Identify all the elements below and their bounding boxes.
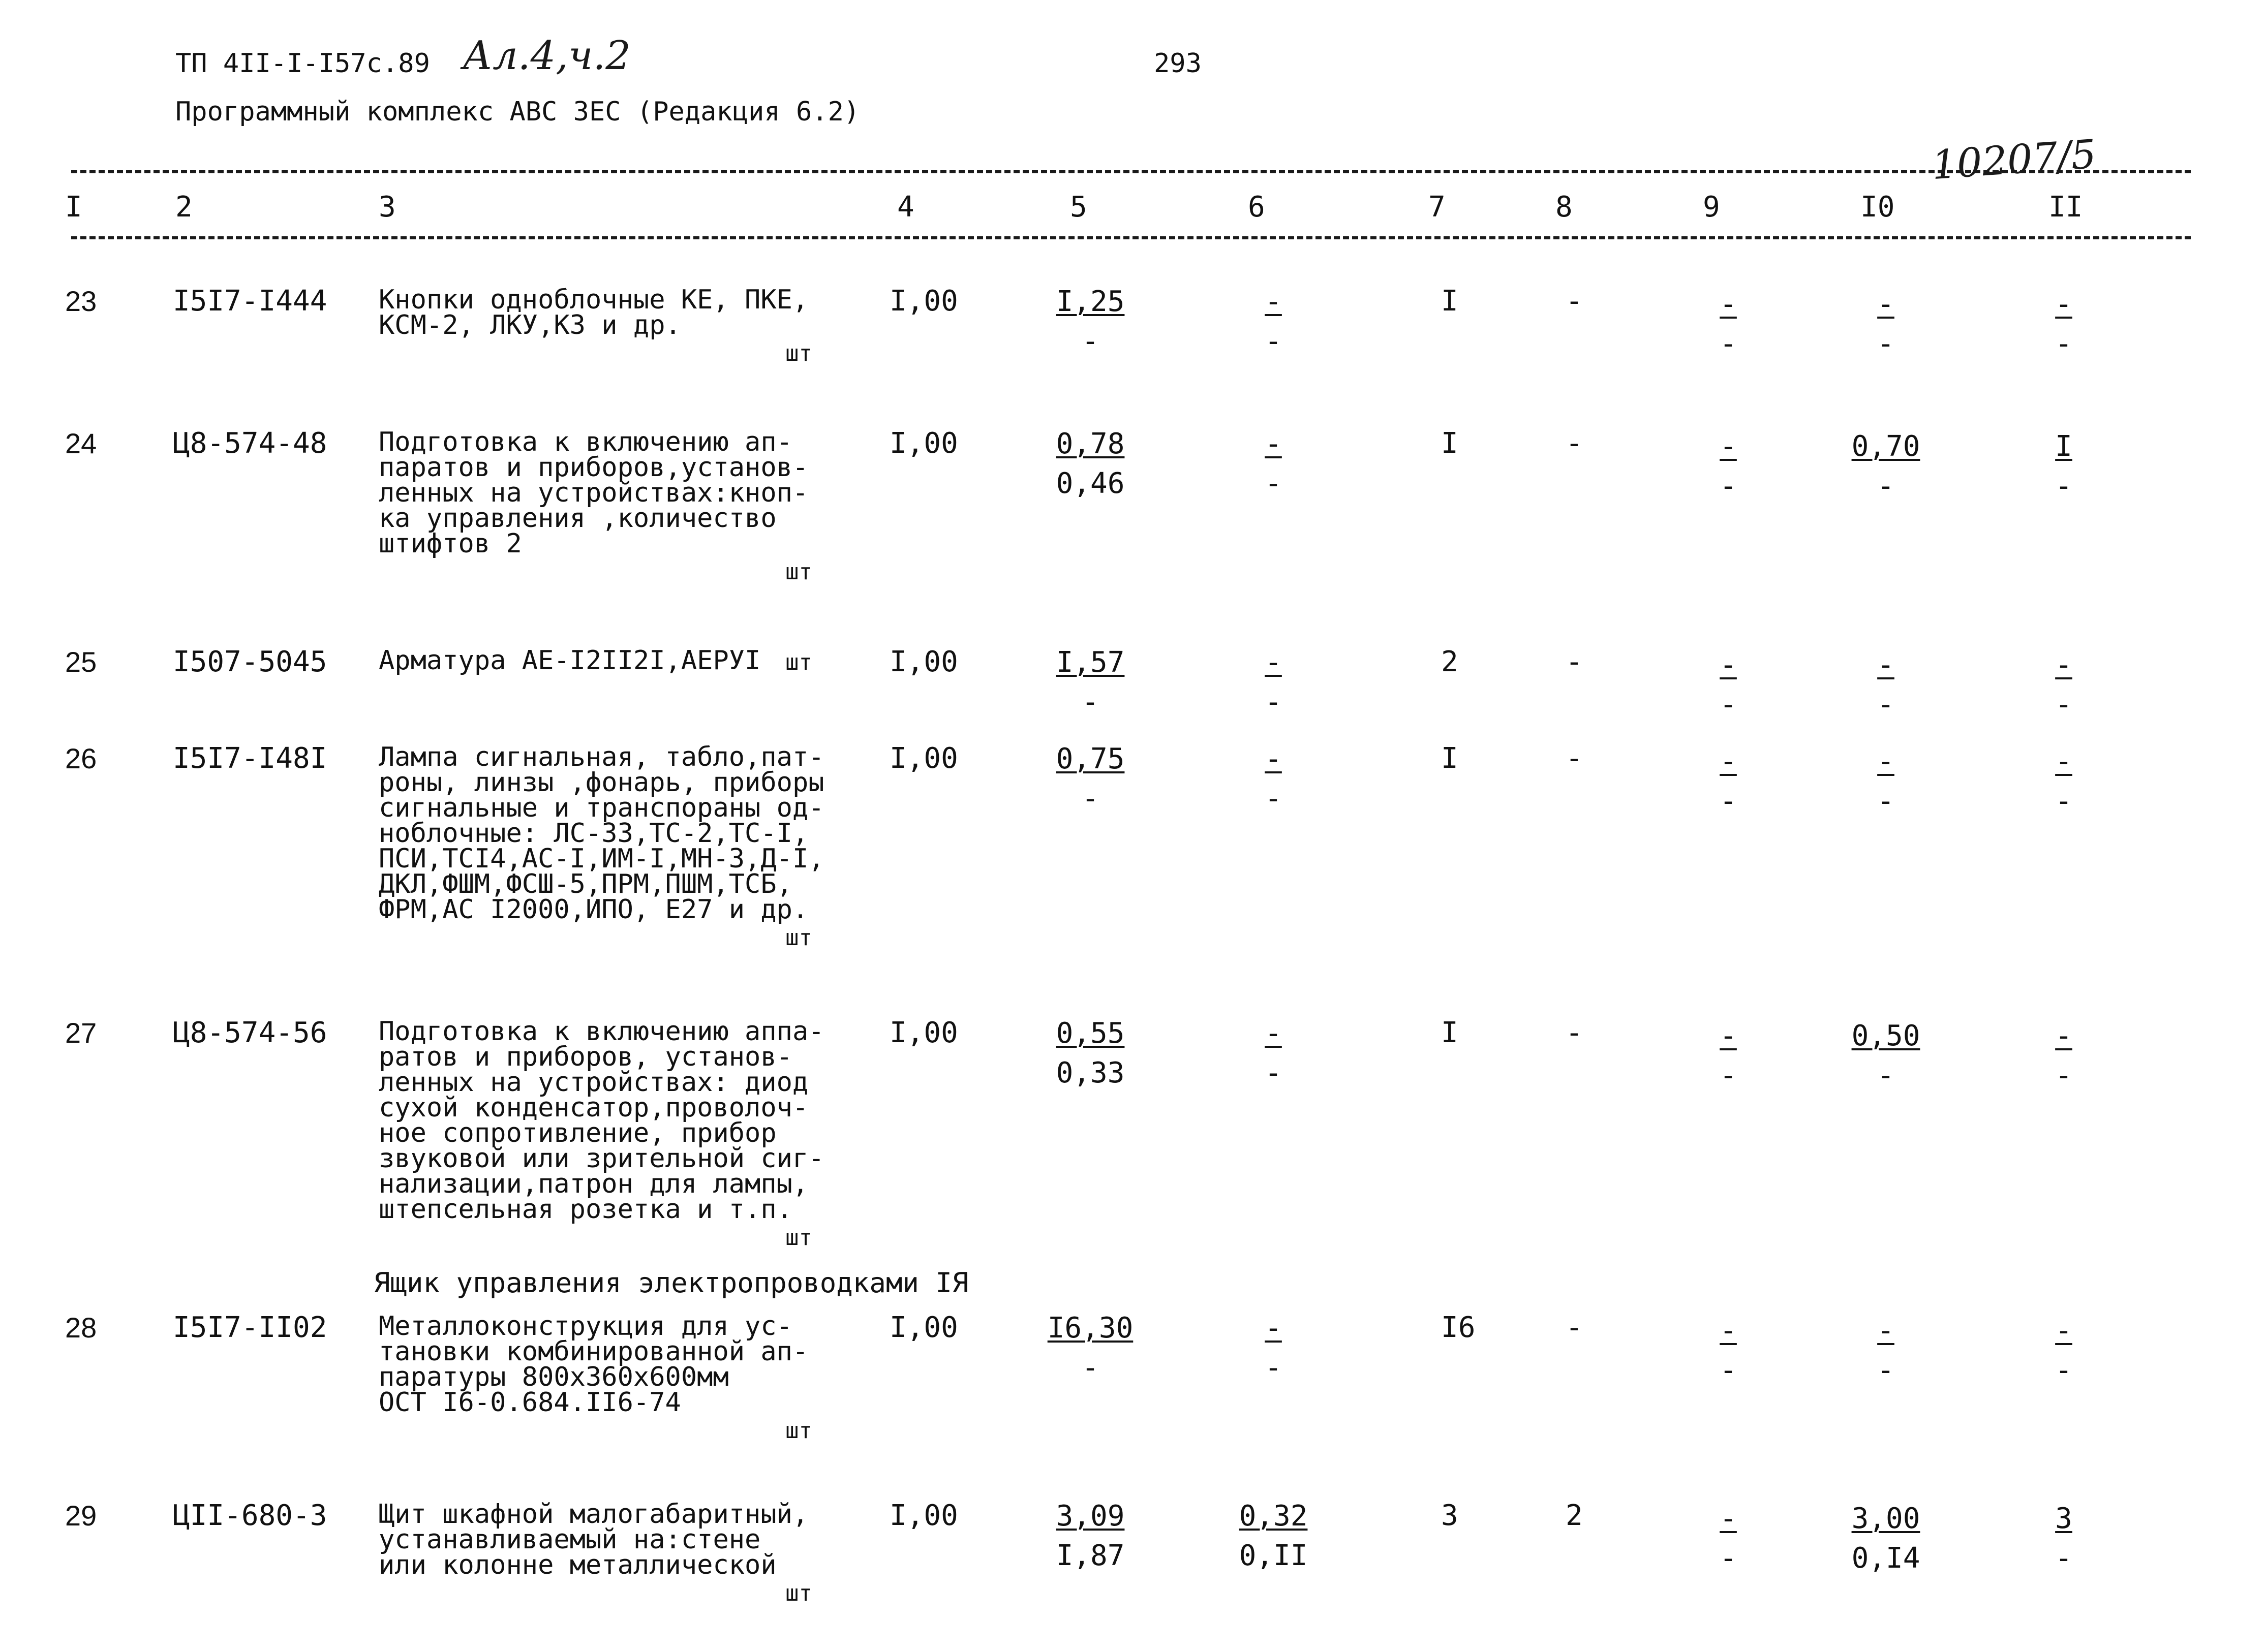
col9-value-top-value: - <box>1720 745 1737 778</box>
col10-value-top <box>1835 742 1937 782</box>
col5-value-top-value: 0,75 <box>1056 742 1125 775</box>
unit: шт <box>785 559 812 585</box>
description-line: Лампа сигнальная, табло,пат- <box>379 742 824 772</box>
col5-value-top-value: I,25 <box>1056 285 1125 318</box>
col5-value-top <box>1039 1014 1141 1053</box>
rate-code: I507-5045 <box>173 645 327 678</box>
col5-value-bottom: - <box>1082 325 1099 358</box>
column-header: 2 <box>175 191 193 224</box>
col6-value <box>1222 1014 1324 1093</box>
col6-value-top <box>1222 1497 1324 1536</box>
col5-value-top <box>1039 424 1141 464</box>
description-line: или колонне металлической <box>379 1550 777 1580</box>
col9-value-top <box>1677 285 1779 324</box>
col8-value: - <box>1566 1016 1583 1049</box>
col5-value <box>1039 1014 1141 1093</box>
col9-value-top <box>1677 1016 1779 1056</box>
col10-value <box>1835 285 1937 364</box>
col9-value-bottom: - <box>1720 1354 1737 1387</box>
description-line: Подготовка к включению ап- <box>379 427 792 457</box>
description <box>379 1499 809 1580</box>
quantity: I,00 <box>890 1311 958 1344</box>
quantity: I,00 <box>890 427 958 460</box>
quantity: I,00 <box>890 1499 958 1532</box>
col10-value-top <box>1835 1311 1937 1351</box>
col10-value-top <box>1835 1499 1937 1539</box>
column-header: II <box>2048 191 2083 224</box>
col7-value: I <box>1441 742 1458 775</box>
col9-value-bottom: - <box>1720 470 1737 503</box>
col5-value <box>1039 1308 1141 1388</box>
col5-value-top-value: 0,78 <box>1056 427 1125 460</box>
handwritten-stamp-number: 10207/5 <box>1930 131 2098 189</box>
unit: шт <box>785 340 812 366</box>
col8-value: - <box>1566 742 1583 775</box>
rate-code: I5I7-I48I <box>173 742 327 775</box>
col10-value-top <box>1835 427 1937 466</box>
col10-value-top-value: 0,70 <box>1851 430 1920 463</box>
column-header: 8 <box>1555 191 1573 224</box>
col5-value-bottom: - <box>1082 685 1099 719</box>
col9-value-top <box>1677 1499 1779 1539</box>
description-line: ФРМ,АС I2000,ИПО, Е27 и др. <box>379 894 809 925</box>
unit: шт <box>785 1580 812 1606</box>
description-line: ленных на устройствах: диод <box>379 1067 809 1098</box>
col8-value: - <box>1566 645 1583 678</box>
col11-value <box>2013 427 2115 506</box>
col5-value-top <box>1039 643 1141 682</box>
unit: шт <box>785 1418 812 1444</box>
col9-value-top-value: - <box>1720 430 1737 463</box>
rate-code: I5I7-I444 <box>173 285 327 318</box>
col6-value-bottom: - <box>1265 325 1282 358</box>
col9-value-top <box>1677 645 1779 685</box>
col6-value-top <box>1222 739 1324 779</box>
col9-value <box>1677 742 1779 821</box>
column-header: 7 <box>1428 191 1446 224</box>
col6-value <box>1222 282 1324 361</box>
description <box>379 645 761 676</box>
col6-value-top-value: - <box>1265 742 1282 775</box>
col10-value-bottom: - <box>1877 688 1894 721</box>
col5-value <box>1039 282 1141 361</box>
description-line: ка управления ,количество <box>379 503 777 534</box>
column-header: 9 <box>1703 191 1720 224</box>
col6-value <box>1222 739 1324 819</box>
unit: шт <box>785 1225 812 1251</box>
description-line: Кнопки одноблочные КЕ, ПКЕ, <box>379 285 809 315</box>
col9-value-top-value: - <box>1720 1019 1737 1052</box>
col10-value-top <box>1835 1016 1937 1056</box>
col11-value-top-value: - <box>2055 648 2072 681</box>
col9-value-bottom: - <box>1720 327 1737 360</box>
col10-value-top <box>1835 645 1937 685</box>
row-number: 28 <box>65 1312 97 1344</box>
description-line: ратов и приборов, установ- <box>379 1042 792 1072</box>
col10-value <box>1835 427 1937 506</box>
description-line: Подготовка к включению аппа- <box>379 1016 824 1047</box>
col9-value-top-value: - <box>1720 1314 1737 1347</box>
col11-value <box>2013 1016 2115 1096</box>
col11-value <box>2013 645 2115 725</box>
col10-value-top-value: - <box>1877 745 1894 778</box>
column-header: 3 <box>379 191 396 224</box>
col5-value-top-value: 3,09 <box>1056 1500 1125 1533</box>
document-subtitle: Программный комплекс АВС ЗЕС (Редакция 6.2) <box>175 97 860 127</box>
col10-value-top <box>1835 285 1937 324</box>
col11-value-top <box>2013 285 2115 324</box>
col10-value <box>1835 645 1937 725</box>
col7-value: I <box>1441 285 1458 318</box>
col11-value-top <box>2013 1311 2115 1351</box>
col6-value-top-value: - <box>1265 427 1282 460</box>
row-number: 23 <box>65 285 97 317</box>
col9-value-top-value: - <box>1720 648 1737 681</box>
col5-value <box>1039 643 1141 722</box>
col5-value <box>1039 1497 1141 1576</box>
description-line: КСМ-2, ЛКУ,КЗ и др. <box>379 310 681 340</box>
handwritten-reference: Ал.4,ч.2 <box>463 33 631 79</box>
col9-value <box>1677 645 1779 725</box>
description-line: штепсельная розетка и т.п. <box>379 1194 792 1225</box>
col10-value-bottom: 0,I4 <box>1851 1542 1920 1575</box>
col6-value <box>1222 424 1324 504</box>
column-header: I0 <box>1860 191 1895 224</box>
col11-value <box>2013 1499 2115 1578</box>
description-line: роны, линзы ,фонарь, приборы <box>379 767 824 798</box>
col8-value: - <box>1566 427 1583 460</box>
col10-value <box>1835 1311 1937 1390</box>
table-top-rule <box>71 170 2191 173</box>
description-line: Металлоконструкция для ус- <box>379 1311 792 1342</box>
rate-code: Ц8-574-48 <box>173 427 327 460</box>
col6-value-bottom: - <box>1265 1056 1282 1089</box>
col10-value-top-value: 0,50 <box>1851 1019 1920 1052</box>
col11-value-bottom: - <box>2055 327 2072 360</box>
col6-value-top <box>1222 282 1324 322</box>
col6-value <box>1222 1497 1324 1576</box>
col6-value-top <box>1222 424 1324 464</box>
col9-value-top <box>1677 742 1779 782</box>
col6-value-top <box>1222 1308 1324 1348</box>
column-header: I <box>65 191 82 224</box>
row-number: 27 <box>65 1017 97 1049</box>
rate-code: Ц8-574-56 <box>173 1016 327 1049</box>
col5-value-top <box>1039 1308 1141 1348</box>
col11-value-top-value: - <box>2055 745 2072 778</box>
col5-value-top-value: I6,30 <box>1047 1312 1134 1345</box>
col8-value: 2 <box>1566 1499 1583 1532</box>
col11-value-top <box>2013 645 2115 685</box>
description-line: тановки комбинированной ап- <box>379 1336 809 1367</box>
col10-value-bottom: - <box>1877 1059 1894 1092</box>
col10-value <box>1835 742 1937 821</box>
col9-value-bottom: - <box>1720 1059 1737 1092</box>
col11-value-bottom: - <box>2055 785 2072 818</box>
col10-value-bottom: - <box>1877 327 1894 360</box>
quantity: I,00 <box>890 1016 958 1049</box>
col8-value: - <box>1566 285 1583 318</box>
col8-value: - <box>1566 1311 1583 1344</box>
col10-value-top-value: - <box>1877 288 1894 321</box>
description-line: ПСИ,ТСI4,АС-I,ИМ-I,МН-3,Д-I, <box>379 844 824 874</box>
col11-value-top-value: - <box>2055 1314 2072 1347</box>
unit: шт <box>785 649 812 675</box>
row-number: 24 <box>65 427 97 459</box>
col10-value-bottom: - <box>1877 1354 1894 1387</box>
description <box>379 427 809 559</box>
col6-value-top <box>1222 643 1324 682</box>
col9-value <box>1677 285 1779 364</box>
col9-value-top <box>1677 1311 1779 1351</box>
col10-value-top-value: - <box>1877 1314 1894 1347</box>
col6-value <box>1222 1308 1324 1388</box>
col7-value: I <box>1441 427 1458 460</box>
col9-value <box>1677 427 1779 506</box>
col10-value <box>1835 1016 1937 1096</box>
col7-value: I <box>1441 1016 1458 1049</box>
col11-value <box>2013 742 2115 821</box>
rate-code: I5I7-II02 <box>173 1311 327 1344</box>
col9-value-top-value: - <box>1720 1502 1737 1535</box>
description-line: устанавливаемый на:стене <box>379 1524 761 1555</box>
col5-value-bottom: 0,33 <box>1056 1056 1125 1089</box>
col6-value-top-value: - <box>1265 285 1282 318</box>
description-line: нализации,патрон для лампы, <box>379 1169 809 1199</box>
col5-value <box>1039 424 1141 504</box>
description-line: паратуры 800х360х600мм <box>379 1362 729 1392</box>
document-code: ТП 4II-I-I57с.89 <box>175 48 430 79</box>
col11-value-bottom: - <box>2055 1059 2072 1092</box>
description <box>379 1016 824 1225</box>
column-header: 5 <box>1070 191 1087 224</box>
column-header: 4 <box>897 191 914 224</box>
col5-value <box>1039 739 1141 819</box>
description <box>379 742 824 925</box>
description-line: Щит шкафной малогабаритный, <box>379 1499 809 1530</box>
unit: шт <box>785 925 812 951</box>
col7-value: 3 <box>1441 1499 1458 1532</box>
col9-value-top-value: - <box>1720 288 1737 321</box>
col5-value-top-value: 0,55 <box>1056 1017 1125 1050</box>
col6-value-bottom: - <box>1265 782 1282 815</box>
col6-value-top-value: - <box>1265 646 1282 679</box>
col11-value-top-value: 3 <box>2055 1502 2072 1535</box>
col11-value-bottom: - <box>2055 1542 2072 1575</box>
quantity: I,00 <box>890 285 958 318</box>
col5-value-top <box>1039 1497 1141 1536</box>
col5-value-bottom: - <box>1082 782 1099 815</box>
col11-value-top-value: I <box>2055 430 2072 463</box>
description-line: ленных на устройствах:кноп- <box>379 478 809 508</box>
col5-value-bottom: I,87 <box>1056 1539 1125 1572</box>
col11-value <box>2013 1311 2115 1390</box>
col10-value <box>1835 1499 1937 1578</box>
description-line: сухой конденсатор,проволоч- <box>379 1093 809 1123</box>
col9-value-bottom: - <box>1720 785 1737 818</box>
col5-value-bottom: - <box>1082 1351 1099 1384</box>
description <box>379 287 808 338</box>
col9-value-bottom: - <box>1720 1542 1737 1575</box>
col6-value <box>1222 643 1324 722</box>
description-line: ДКЛ,ФШМ,ФСШ-5,ПРМ,ПШМ,ТСБ, <box>379 869 792 899</box>
col6-value-bottom: 0,II <box>1239 1539 1308 1572</box>
col11-value-top <box>2013 742 2115 782</box>
col7-value: 2 <box>1441 645 1458 678</box>
row-number: 25 <box>65 646 97 678</box>
description-line: звуковой или зрительной сиг- <box>379 1143 824 1174</box>
col9-value <box>1677 1499 1779 1578</box>
col6-value-bottom: - <box>1265 1351 1282 1384</box>
rate-code: ЦII-680-3 <box>173 1499 327 1532</box>
col10-value-top-value: 3,00 <box>1851 1502 1920 1535</box>
col10-value-bottom: - <box>1877 785 1894 818</box>
quantity: I,00 <box>890 742 958 775</box>
description-line: паратов и приборов,установ- <box>379 452 809 483</box>
col6-value-top-value: - <box>1265 1017 1282 1050</box>
col9-value <box>1677 1016 1779 1096</box>
table-header-rule <box>71 236 2191 239</box>
col11-value <box>2013 285 2115 364</box>
description-line: штифтов 2 <box>379 528 522 559</box>
description-line: Арматура АЕ-I2II2I,АЕРУI <box>379 645 761 676</box>
col11-value-top-value: - <box>2055 288 2072 321</box>
section-title: Ящик управления электропроводками IЯ <box>374 1267 969 1299</box>
col6-value-bottom: - <box>1265 685 1282 719</box>
col11-value-top-value: - <box>2055 1019 2072 1052</box>
col5-value-top-value: I,57 <box>1056 646 1125 679</box>
col5-value-top <box>1039 282 1141 322</box>
col9-value-top <box>1677 427 1779 466</box>
description-line: ноблочные: ЛС-33,ТС-2,ТС-I, <box>379 818 809 849</box>
col11-value-bottom: - <box>2055 1354 2072 1387</box>
col6-value-top-value: - <box>1265 1312 1282 1345</box>
col6-value-bottom: - <box>1265 467 1282 500</box>
description-line: сигнальные и транспораны од- <box>379 793 824 823</box>
col5-value-top <box>1039 739 1141 779</box>
col11-value-top <box>2013 1016 2115 1056</box>
col11-value-top <box>2013 427 2115 466</box>
col6-value-top-value: 0,32 <box>1239 1500 1308 1533</box>
col11-value-top <box>2013 1499 2115 1539</box>
column-header: 6 <box>1248 191 1265 224</box>
col9-value-bottom: - <box>1720 688 1737 721</box>
col6-value-top <box>1222 1014 1324 1053</box>
row-number: 29 <box>65 1500 97 1532</box>
row-number: 26 <box>65 742 97 774</box>
col7-value: I6 <box>1441 1311 1476 1344</box>
col10-value-top-value: - <box>1877 648 1894 681</box>
col11-value-bottom: - <box>2055 688 2072 721</box>
quantity: I,00 <box>890 645 958 678</box>
col11-value-bottom: - <box>2055 470 2072 503</box>
description <box>379 1311 809 1418</box>
col9-value <box>1677 1311 1779 1390</box>
col5-value-bottom: 0,46 <box>1056 467 1125 500</box>
page-number: 293 <box>1154 48 1202 79</box>
description-line: ОСТ I6-0.684.II6-74 <box>379 1387 681 1418</box>
col10-value-bottom: - <box>1877 470 1894 503</box>
description-line: ное сопротивление, прибор <box>379 1118 777 1148</box>
